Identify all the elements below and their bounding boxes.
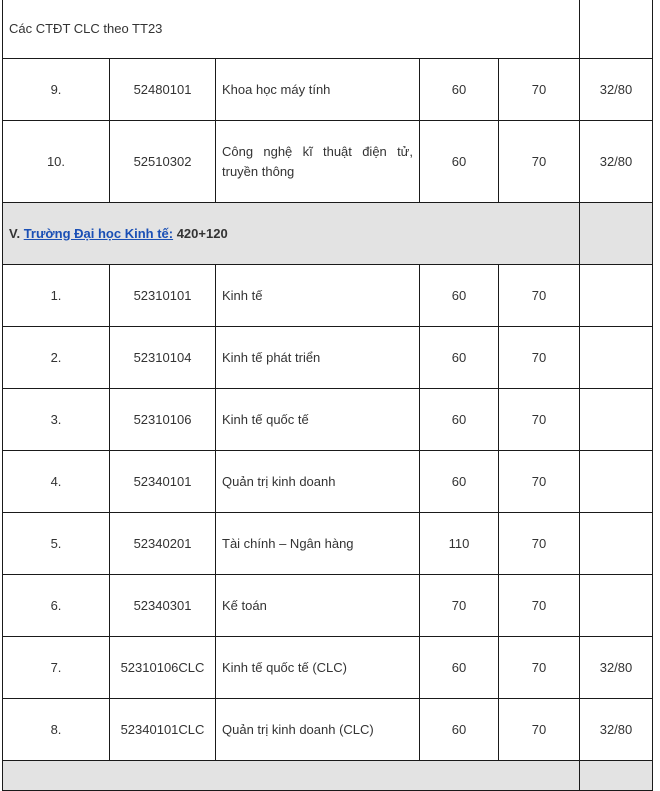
quota-note: 32/80 <box>580 121 653 203</box>
program-code: 52310104 <box>110 327 216 389</box>
quota-1: 60 <box>420 389 499 451</box>
program-code: 52310106CLC <box>110 637 216 699</box>
program-code: 52310106 <box>110 389 216 451</box>
quota-2: 70 <box>499 513 580 575</box>
quota-note: 32/80 <box>580 699 653 761</box>
row-index: 7. <box>3 637 110 699</box>
program-code: 52340101CLC <box>110 699 216 761</box>
table-row <box>3 327 653 389</box>
section-prefix: V. <box>9 225 24 241</box>
quota-note <box>580 327 653 389</box>
quota-2: 70 <box>499 327 580 389</box>
program-code: 52340201 <box>110 513 216 575</box>
row-index: 6. <box>3 575 110 637</box>
quota-1: 110 <box>420 513 499 575</box>
table-row <box>3 121 653 203</box>
quota-2: 70 <box>499 265 580 327</box>
quota-1: 60 <box>420 451 499 513</box>
next-section-cell <box>3 761 580 791</box>
program-code: 52340301 <box>110 575 216 637</box>
program-name: Kinh tế quốc tế (CLC) <box>216 637 420 699</box>
section-title <box>3 203 580 265</box>
quota-note <box>580 389 653 451</box>
quota-1: 60 <box>420 637 499 699</box>
row-index: 9. <box>3 59 110 121</box>
quota-1: 60 <box>420 327 499 389</box>
quota-2: 70 <box>499 699 580 761</box>
quota-note: 32/80 <box>580 59 653 121</box>
quota-1: 60 <box>420 59 499 121</box>
program-code: 52510302 <box>110 121 216 203</box>
table-row <box>3 451 653 513</box>
program-name: Khoa học máy tính <box>216 59 420 121</box>
header-label: Các CTĐT CLC theo TT23 <box>3 0 580 59</box>
program-code: 52480101 <box>110 59 216 121</box>
program-name: Công nghệ kĩ thuật điện tử, truyền thông <box>216 121 420 203</box>
quota-2: 70 <box>499 121 580 203</box>
program-name: Kế toán <box>216 575 420 637</box>
quota-1: 60 <box>420 699 499 761</box>
school-link[interactable]: Trường Đại học Kinh tế: <box>23 225 174 241</box>
quota-note <box>580 513 653 575</box>
table-row <box>3 59 653 121</box>
table-row <box>3 699 653 761</box>
quota-note <box>580 575 653 637</box>
table-row <box>3 265 653 327</box>
section-quota: 420+120 <box>173 225 228 241</box>
section-empty-cell <box>580 203 653 265</box>
row-index: 5. <box>3 513 110 575</box>
quota-note: 32/80 <box>580 637 653 699</box>
next-section-empty-cell <box>580 761 653 791</box>
program-name: Quản trị kinh doanh <box>216 451 420 513</box>
row-index: 4. <box>3 451 110 513</box>
header-empty-cell <box>580 0 653 59</box>
quota-2: 70 <box>499 389 580 451</box>
program-name: Kinh tế <box>216 265 420 327</box>
quota-note <box>580 451 653 513</box>
program-name: Tài chính – Ngân hàng <box>216 513 420 575</box>
table-row <box>3 389 653 451</box>
section-row <box>3 203 653 265</box>
quota-note <box>580 265 653 327</box>
row-index: 2. <box>3 327 110 389</box>
row-index: 1. <box>3 265 110 327</box>
row-index: 10. <box>3 121 110 203</box>
admissions-table <box>2 0 653 791</box>
row-index: 8. <box>3 699 110 761</box>
quota-1: 60 <box>420 265 499 327</box>
next-section-row <box>3 761 653 791</box>
table-row <box>3 575 653 637</box>
quota-2: 70 <box>499 451 580 513</box>
quota-2: 70 <box>499 575 580 637</box>
quota-1: 60 <box>420 121 499 203</box>
program-code: 52310101 <box>110 265 216 327</box>
row-index: 3. <box>3 389 110 451</box>
program-name: Quản trị kinh doanh (CLC) <box>216 699 420 761</box>
quota-2: 70 <box>499 59 580 121</box>
program-name: Kinh tế phát triển <box>216 327 420 389</box>
table-row <box>3 513 653 575</box>
quota-2: 70 <box>499 637 580 699</box>
header-row <box>3 0 653 59</box>
program-code: 52340101 <box>110 451 216 513</box>
table-row <box>3 637 653 699</box>
program-name: Kinh tế quốc tế <box>216 389 420 451</box>
quota-1: 70 <box>420 575 499 637</box>
